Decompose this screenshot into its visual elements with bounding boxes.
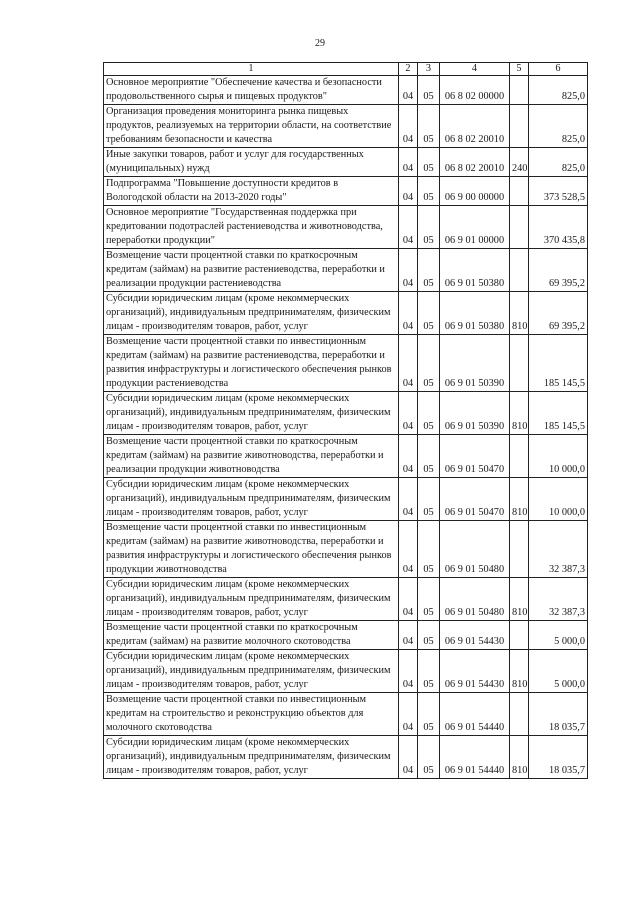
table-row (104, 736, 588, 779)
table-row (104, 292, 588, 335)
row-expense-type-cell: 810 (510, 578, 529, 621)
row-expense-type-cell (510, 335, 529, 392)
row-name-cell: Субсидии юридическим лицам (кроме некоммерческих организаций), индивидуальным предпринимателям, физическим лицам - производителям товаров, работ, услуг (104, 578, 399, 621)
table-body (104, 76, 588, 779)
table-row (104, 249, 588, 292)
row-subsection-cell: 05 (418, 249, 440, 292)
row-section-cell: 04 (399, 148, 418, 177)
row-section-cell: 04 (399, 621, 418, 650)
row-amount-cell: 825,0 (529, 76, 588, 105)
row-amount-cell: 18 035,7 (529, 736, 588, 779)
row-target-article-cell: 06 9 01 50380 (440, 292, 510, 335)
row-target-article-cell: 06 9 01 50390 (440, 335, 510, 392)
row-amount-cell: 825,0 (529, 105, 588, 148)
row-name-cell: Основное мероприятие "Государственная поддержка при кредитовании подотраслей растениеводства и животноводства, переработки продукции" (104, 206, 399, 249)
row-name-cell: Основное мероприятие "Обеспечение качества и безопасности продовольственного сырья и пищевых продуктов" (104, 76, 399, 105)
table-row (104, 206, 588, 249)
table-row (104, 521, 588, 578)
row-expense-type-cell (510, 177, 529, 206)
row-target-article-cell: 06 9 01 00000 (440, 206, 510, 249)
column-header-1: 1 (104, 63, 399, 76)
row-name-cell: Возмещение части процентной ставки по краткосрочным кредитам (займам) на развитие животноводства, переработки и реализации продукции животноводства (104, 435, 399, 478)
row-name-cell: Субсидии юридическим лицам (кроме некоммерческих организаций), индивидуальным предпринимателям, физическим лицам - производителям товаров, работ, услуг (104, 292, 399, 335)
row-subsection-cell: 05 (418, 621, 440, 650)
table-row (104, 693, 588, 736)
row-subsection-cell: 05 (418, 435, 440, 478)
row-name-cell: Возмещение части процентной ставки по краткосрочным кредитам (займам) на развитие растениеводства, переработки и реализации продукции растениеводства (104, 249, 399, 292)
row-amount-cell: 370 435,8 (529, 206, 588, 249)
row-target-article-cell: 06 9 01 54440 (440, 693, 510, 736)
row-amount-cell: 185 145,5 (529, 335, 588, 392)
row-amount-cell: 825,0 (529, 148, 588, 177)
header-row (104, 63, 588, 76)
row-subsection-cell: 05 (418, 335, 440, 392)
row-amount-cell: 18 035,7 (529, 693, 588, 736)
row-subsection-cell: 05 (418, 693, 440, 736)
table-row (104, 578, 588, 621)
row-expense-type-cell: 810 (510, 650, 529, 693)
row-name-cell: Возмещение части процентной ставки по инвестиционным кредитам на строительство и реконструкцию объектов для молочного скотоводства (104, 693, 399, 736)
row-subsection-cell: 05 (418, 392, 440, 435)
row-target-article-cell: 06 9 01 50390 (440, 392, 510, 435)
row-expense-type-cell (510, 76, 529, 105)
column-header-2: 2 (399, 63, 418, 76)
row-amount-cell: 10 000,0 (529, 478, 588, 521)
row-section-cell: 04 (399, 650, 418, 693)
table-row (104, 177, 588, 206)
row-expense-type-cell (510, 621, 529, 650)
column-header-3: 3 (418, 63, 440, 76)
row-name-cell: Организация проведения мониторинга рынка пищевых продуктов, реализуемых на территории области, на соответствие требованиям безопасности и качества (104, 105, 399, 148)
page-number: 29 (315, 38, 325, 49)
column-header-4: 4 (440, 63, 510, 76)
row-section-cell: 04 (399, 392, 418, 435)
row-subsection-cell: 05 (418, 105, 440, 148)
table-row (104, 621, 588, 650)
table-row (104, 478, 588, 521)
row-subsection-cell: 05 (418, 650, 440, 693)
row-name-cell: Субсидии юридическим лицам (кроме некоммерческих организаций), индивидуальным предпринимателям, физическим лицам - производителям товаров, работ, услуг (104, 392, 399, 435)
row-target-article-cell: 06 9 01 50380 (440, 249, 510, 292)
row-section-cell: 04 (399, 435, 418, 478)
row-name-cell: Субсидии юридическим лицам (кроме некоммерческих организаций), индивидуальным предпринимателям, физическим лицам - производителям товаров, работ, услуг (104, 736, 399, 779)
row-section-cell: 04 (399, 335, 418, 392)
row-name-cell: Возмещение части процентной ставки по инвестиционным кредитам (займам) на развитие животноводства, переработки и развития инфраструктуры и логистического обеспечения рынков продукции животноводства (104, 521, 399, 578)
row-name-cell: Возмещение части процентной ставки по краткосрочным кредитам (займам) на развитие молочного скотоводства (104, 621, 399, 650)
row-amount-cell: 5 000,0 (529, 650, 588, 693)
row-section-cell: 04 (399, 105, 418, 148)
row-amount-cell: 10 000,0 (529, 435, 588, 478)
row-section-cell: 04 (399, 292, 418, 335)
row-target-article-cell: 06 8 02 20010 (440, 148, 510, 177)
row-target-article-cell: 06 9 01 50470 (440, 435, 510, 478)
row-section-cell: 04 (399, 521, 418, 578)
row-amount-cell: 185 145,5 (529, 392, 588, 435)
row-subsection-cell: 05 (418, 76, 440, 105)
row-target-article-cell: 06 9 01 54430 (440, 650, 510, 693)
row-target-article-cell: 06 8 02 20010 (440, 105, 510, 148)
row-target-article-cell: 06 9 01 54430 (440, 621, 510, 650)
table-row (104, 435, 588, 478)
row-target-article-cell: 06 9 01 50480 (440, 578, 510, 621)
row-expense-type-cell: 810 (510, 392, 529, 435)
row-expense-type-cell: 810 (510, 736, 529, 779)
table-row (104, 335, 588, 392)
row-section-cell: 04 (399, 736, 418, 779)
row-amount-cell: 32 387,3 (529, 578, 588, 621)
table-row (104, 392, 588, 435)
row-target-article-cell: 06 9 01 50470 (440, 478, 510, 521)
row-amount-cell: 69 395,2 (529, 249, 588, 292)
row-expense-type-cell (510, 435, 529, 478)
row-target-article-cell: 06 9 01 50480 (440, 521, 510, 578)
row-section-cell: 04 (399, 76, 418, 105)
row-expense-type-cell (510, 105, 529, 148)
table-row (104, 76, 588, 105)
row-subsection-cell: 05 (418, 578, 440, 621)
row-subsection-cell: 05 (418, 206, 440, 249)
row-expense-type-cell: 810 (510, 478, 529, 521)
column-header-6: 6 (529, 63, 588, 76)
row-section-cell: 04 (399, 206, 418, 249)
row-section-cell: 04 (399, 478, 418, 521)
row-subsection-cell: 05 (418, 478, 440, 521)
row-expense-type-cell (510, 693, 529, 736)
table-row (104, 650, 588, 693)
row-section-cell: 04 (399, 177, 418, 206)
row-target-article-cell: 06 9 01 54440 (440, 736, 510, 779)
row-expense-type-cell (510, 249, 529, 292)
row-name-cell: Иные закупки товаров, работ и услуг для государственных (муниципальных) нужд (104, 148, 399, 177)
row-subsection-cell: 05 (418, 521, 440, 578)
row-expense-type-cell: 810 (510, 292, 529, 335)
row-section-cell: 04 (399, 249, 418, 292)
row-subsection-cell: 05 (418, 736, 440, 779)
row-name-cell: Субсидии юридическим лицам (кроме некоммерческих организаций), индивидуальным предпринимателям, физическим лицам - производителям товаров, работ, услуг (104, 650, 399, 693)
row-target-article-cell: 06 8 02 00000 (440, 76, 510, 105)
row-amount-cell: 5 000,0 (529, 621, 588, 650)
row-amount-cell: 373 528,5 (529, 177, 588, 206)
row-expense-type-cell (510, 206, 529, 249)
row-section-cell: 04 (399, 693, 418, 736)
row-subsection-cell: 05 (418, 177, 440, 206)
row-section-cell: 04 (399, 578, 418, 621)
row-expense-type-cell: 240 (510, 148, 529, 177)
row-amount-cell: 32 387,3 (529, 521, 588, 578)
row-name-cell: Подпрограмма "Повышение доступности кредитов в Вологодской области на 2013-2020 годы" (104, 177, 399, 206)
row-target-article-cell: 06 9 00 00000 (440, 177, 510, 206)
row-name-cell: Возмещение части процентной ставки по инвестиционным кредитам (займам) на развитие растениеводства, переработки и развития инфраструктуры и логистического обеспечения рынков продукции растениеводства (104, 335, 399, 392)
row-subsection-cell: 05 (418, 148, 440, 177)
row-expense-type-cell (510, 521, 529, 578)
row-name-cell: Субсидии юридическим лицам (кроме некоммерческих организаций), индивидуальным предпринимателям, физическим лицам - производителям товаров, работ, услуг (104, 478, 399, 521)
budget-table (103, 62, 588, 779)
column-header-5: 5 (510, 63, 529, 76)
row-subsection-cell: 05 (418, 292, 440, 335)
row-amount-cell: 69 395,2 (529, 292, 588, 335)
table-row (104, 148, 588, 177)
table-row (104, 105, 588, 148)
